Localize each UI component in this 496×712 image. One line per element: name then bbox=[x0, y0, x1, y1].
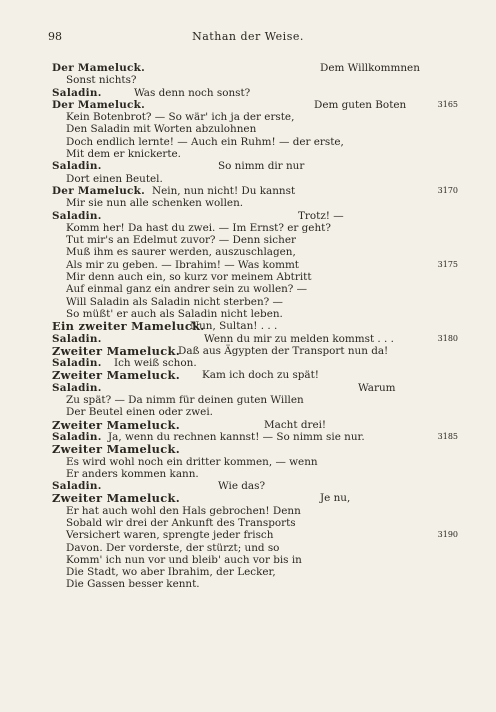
speech-text: Wenn du mir zu melden kommst . . . bbox=[204, 332, 394, 345]
speaker-name: Saladin. bbox=[52, 430, 102, 443]
text-line bbox=[52, 111, 458, 123]
text-line bbox=[52, 283, 458, 295]
text-line bbox=[52, 578, 458, 590]
speaker-name: Zweiter Mameluck. bbox=[52, 368, 180, 383]
line-number: 3185 bbox=[437, 431, 458, 441]
speech-text: Mit dem er knickerte. bbox=[66, 148, 181, 161]
text-line bbox=[52, 136, 458, 148]
speech-text: Warum bbox=[358, 381, 396, 394]
speech-text: Sobald wir drei der Ankunft des Transports bbox=[66, 516, 296, 529]
text-line bbox=[52, 505, 458, 517]
text-line bbox=[52, 529, 458, 541]
text-line bbox=[52, 468, 458, 480]
speech-text: Will Saladin als Saladin nicht sterben? — bbox=[66, 295, 283, 308]
speaker-name: Saladin. bbox=[52, 357, 102, 370]
speech-text: Macht drei! bbox=[264, 418, 327, 431]
speaker-name: Der Mameluck. bbox=[52, 184, 146, 197]
text-line bbox=[52, 197, 458, 209]
speech-text: Dem Willkommnen bbox=[320, 62, 420, 74]
speaker-name: Zweiter Mameluck. bbox=[52, 343, 180, 358]
running-title: Nathan der Weise. bbox=[192, 30, 304, 43]
play-text bbox=[52, 62, 458, 591]
speech-text: Trotz! — bbox=[298, 209, 344, 222]
speaker-name: Ein zweiter Mameluck. bbox=[52, 319, 205, 334]
speech-text: Zu spät? — Da nimm für deinen guten Willen bbox=[66, 394, 304, 407]
speaker-name: Saladin. bbox=[52, 332, 102, 345]
speaker-name: Der Mameluck. bbox=[52, 98, 146, 111]
speech-text: Der Beutel einen oder zwei. bbox=[66, 406, 213, 419]
speech-text: Dem guten Boten bbox=[314, 98, 407, 111]
text-line bbox=[52, 62, 458, 74]
speech-text: Daß aus Ägypten der Transport nun da! bbox=[178, 344, 389, 357]
speech-text: Versichert waren, sprengte jeder frisch bbox=[66, 529, 274, 542]
speech-text: Nein, nun nicht! Du kannst bbox=[152, 184, 296, 197]
text-line bbox=[52, 160, 458, 172]
text-line bbox=[52, 222, 458, 234]
text-line bbox=[52, 554, 458, 566]
speech-text: Mir denn auch ein, so kurz vor meinem Abtritt bbox=[66, 271, 312, 284]
text-line bbox=[52, 419, 458, 431]
text-line bbox=[52, 271, 458, 283]
speaker-name: Zweiter Mameluck. bbox=[52, 442, 180, 457]
speech-text: Den Saladin mit Worten abzulohnen bbox=[66, 123, 257, 136]
speaker-name: Saladin. bbox=[52, 86, 102, 99]
text-line bbox=[52, 517, 458, 529]
page-header bbox=[48, 30, 448, 44]
speech-text: Tut mir's an Edelmut zuvor? — Denn sicher bbox=[66, 234, 296, 247]
speech-text: Mir sie nun alle schenken wollen. bbox=[66, 197, 244, 210]
text-line bbox=[52, 394, 458, 406]
line-number: 3165 bbox=[437, 99, 458, 109]
text-line bbox=[52, 259, 458, 271]
speech-text: Davon. Der vorderste, der stürzt; und so bbox=[66, 541, 280, 554]
line-number: 3175 bbox=[437, 259, 458, 269]
text-line bbox=[52, 382, 458, 394]
text-line bbox=[52, 234, 458, 246]
text-line bbox=[52, 99, 458, 111]
speech-text: Er hat auch wohl den Hals gebrochen! Denn bbox=[66, 504, 301, 517]
speech-text: So nimm dir nur bbox=[218, 160, 305, 173]
speech-text: Dort einen Beutel. bbox=[66, 172, 163, 185]
speech-text: Er anders kommen kann. bbox=[66, 467, 199, 480]
line-number: 3170 bbox=[437, 185, 458, 195]
speaker-name: Zweiter Mameluck. bbox=[52, 491, 180, 506]
speech-text: Sonst nichts? bbox=[66, 74, 137, 87]
speaker-name: Saladin. bbox=[52, 480, 102, 493]
text-line bbox=[52, 443, 458, 455]
speech-text: Komm' ich nun vor und bleib' auch vor bis in bbox=[66, 553, 302, 566]
text-line bbox=[52, 210, 458, 222]
text-line bbox=[52, 185, 458, 197]
speech-text: So müßt' er auch als Saladin nicht leben. bbox=[66, 307, 283, 320]
speech-text: Was denn noch sonst? bbox=[134, 86, 251, 99]
text-line bbox=[52, 566, 458, 578]
speech-text: Kam ich doch zu spät! bbox=[202, 369, 319, 382]
speech-text: Die Gassen besser kennt. bbox=[66, 578, 200, 591]
page-number: 98 bbox=[48, 30, 62, 43]
line-number: 3180 bbox=[437, 333, 458, 343]
speaker-name: Der Mameluck. bbox=[52, 62, 146, 74]
text-line bbox=[52, 173, 458, 185]
text-line bbox=[52, 87, 458, 99]
speaker-name: Saladin. bbox=[52, 209, 102, 222]
speech-text: Muß ihm es saurer werden, auszuschlagen, bbox=[66, 246, 296, 259]
speaker-name: Saladin. bbox=[52, 160, 102, 173]
line-number: 3190 bbox=[437, 530, 458, 540]
speech-text: Kein Botenbrot? — So wär' ich ja der erste, bbox=[66, 111, 295, 124]
speech-text: Als mir zu geben. — Ibrahim! — Was kommt bbox=[66, 258, 299, 271]
speaker-name: Saladin. bbox=[52, 381, 102, 394]
speech-text: Wie das? bbox=[218, 480, 266, 493]
speech-text: Ich weiß schon. bbox=[114, 357, 197, 370]
text-line bbox=[52, 320, 458, 332]
text-line bbox=[52, 246, 458, 258]
speech-text: Je nu, bbox=[320, 492, 351, 505]
speech-text: Nun, Sultan! . . . bbox=[190, 320, 278, 333]
speech-text: Die Stadt, wo aber Ibrahim, der Lecker, bbox=[66, 566, 276, 579]
text-line bbox=[52, 456, 458, 468]
speech-text: Auf einmal ganz ein andrer sein zu wollen? — bbox=[66, 283, 308, 296]
text-line bbox=[52, 148, 458, 160]
text-line bbox=[52, 345, 458, 357]
speech-text: Doch endlich lernte! — Auch ein Ruhm! — der erste, bbox=[66, 135, 344, 148]
text-line bbox=[52, 369, 458, 381]
speech-text: Ja, wenn du rechnen kannst! — So nimm sie nur. bbox=[108, 430, 365, 443]
speech-text: Komm her! Da hast du zwei. — Im Ernst? er geht? bbox=[66, 221, 331, 234]
speaker-name: Zweiter Mameluck. bbox=[52, 417, 180, 432]
text-line bbox=[52, 542, 458, 554]
text-line bbox=[52, 74, 458, 86]
text-line bbox=[52, 492, 458, 504]
text-line bbox=[52, 296, 458, 308]
speech-text: Es wird wohl noch ein dritter kommen, — wenn bbox=[66, 455, 318, 468]
text-line bbox=[52, 123, 458, 135]
